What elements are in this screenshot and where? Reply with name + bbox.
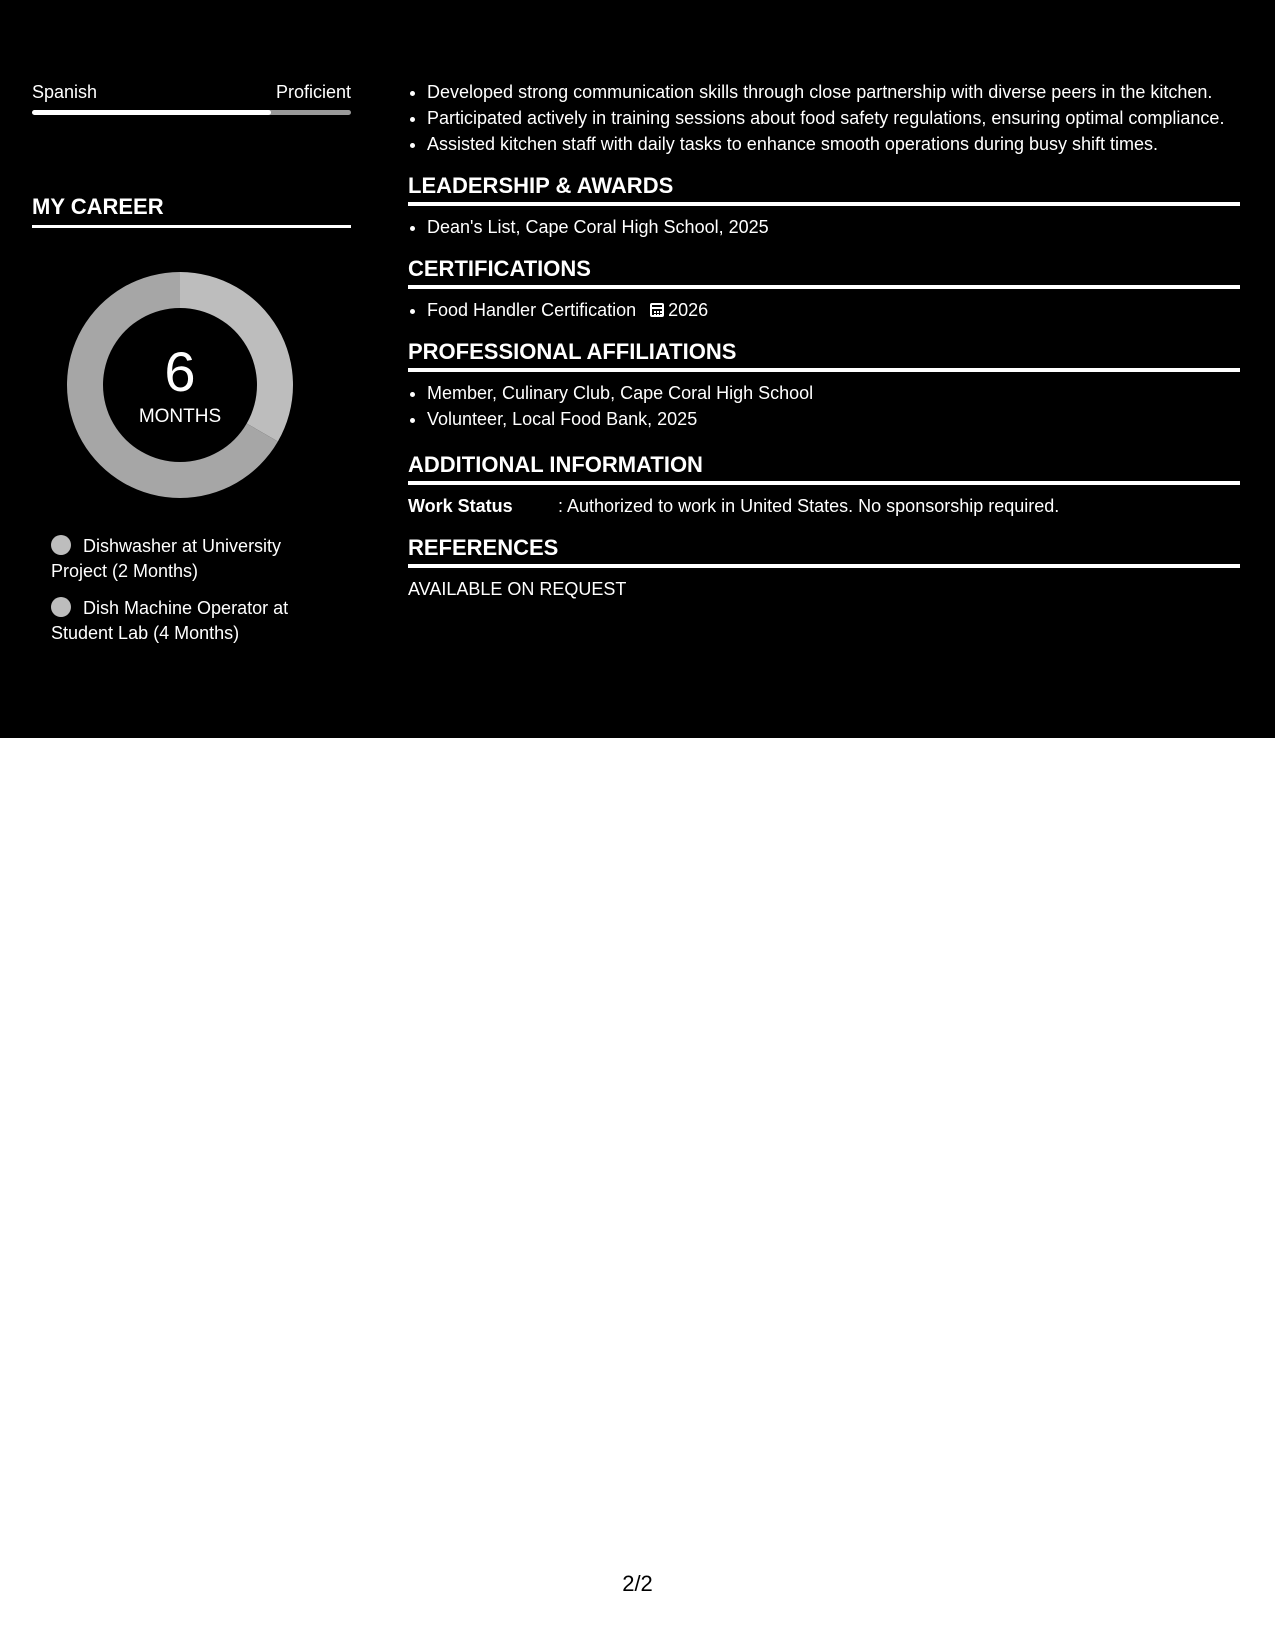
references-text: AVAILABLE ON REQUEST <box>408 579 627 599</box>
main-content <box>408 80 1240 601</box>
calendar-icon <box>650 303 664 317</box>
language-name: Spanish <box>32 82 98 102</box>
affiliations-heading: PROFESSIONAL AFFILIATIONS <box>408 338 1240 372</box>
experience-bullet: • Assisted kitchen staff with daily tasks to enhance smooth operations during busy shift times. <box>427 132 1240 156</box>
work-status-row <box>408 494 1240 518</box>
career-legend-item <box>51 534 331 584</box>
legend-dot-icon <box>51 535 71 555</box>
leadership-item: • Dean's List, Cape Coral High School, 2025 <box>427 215 1240 239</box>
certifications-list <box>408 298 1240 322</box>
affiliation-item: • Volunteer, Local Food Bank, 2025 <box>427 407 1240 431</box>
language-row <box>32 80 351 104</box>
certification-name: Food Handler Certification <box>427 300 637 320</box>
additional-info-heading: ADDITIONAL INFORMATION <box>408 451 1240 485</box>
certifications-heading: CERTIFICATIONS <box>408 255 1240 289</box>
work-status-label: Work Status <box>408 496 513 516</box>
work-status-value: : Authorized to work in United States. No sponsorship required. <box>558 496 1060 516</box>
language-skill <box>32 80 351 115</box>
language-level: Proficient <box>275 82 351 102</box>
language-proficiency-bar <box>32 110 351 115</box>
language-proficiency-fill <box>32 110 271 115</box>
experience-bullet: • Participated actively in training sessions about food safety regulations, ensuring optimal compliance. <box>427 106 1240 130</box>
career-legend <box>51 534 331 646</box>
sidebar <box>32 80 351 658</box>
page-number: 2/2 <box>622 1571 653 1596</box>
career-legend-label: Dish Machine Operator at Student Lab (4 Months) <box>51 598 289 643</box>
leadership-heading: LEADERSHIP & AWARDS <box>408 172 1240 206</box>
references-heading: REFERENCES <box>408 534 1240 568</box>
career-donut-chart <box>67 272 293 498</box>
career-total-unit: MONTHS <box>138 406 222 427</box>
affiliation-item: • Member, Culinary Club, Cape Coral High School <box>427 381 1240 405</box>
affiliations-list <box>408 381 1240 431</box>
experience-bullets <box>408 80 1240 156</box>
career-heading: MY CAREER <box>32 193 351 228</box>
career-legend-label: Dishwasher at University Project (2 Months) <box>51 536 282 581</box>
legend-dot-icon <box>51 597 71 617</box>
certification-item <box>427 298 1240 322</box>
career-legend-item <box>51 596 331 646</box>
leadership-list <box>408 215 1240 239</box>
certification-date: 2026 <box>668 300 709 320</box>
resume-page-panel <box>0 0 1275 738</box>
career-total-number: 6 <box>164 340 196 403</box>
experience-bullet: • Developed strong communication skills through close partnership with diverse peers in the kitchen. <box>427 80 1240 104</box>
